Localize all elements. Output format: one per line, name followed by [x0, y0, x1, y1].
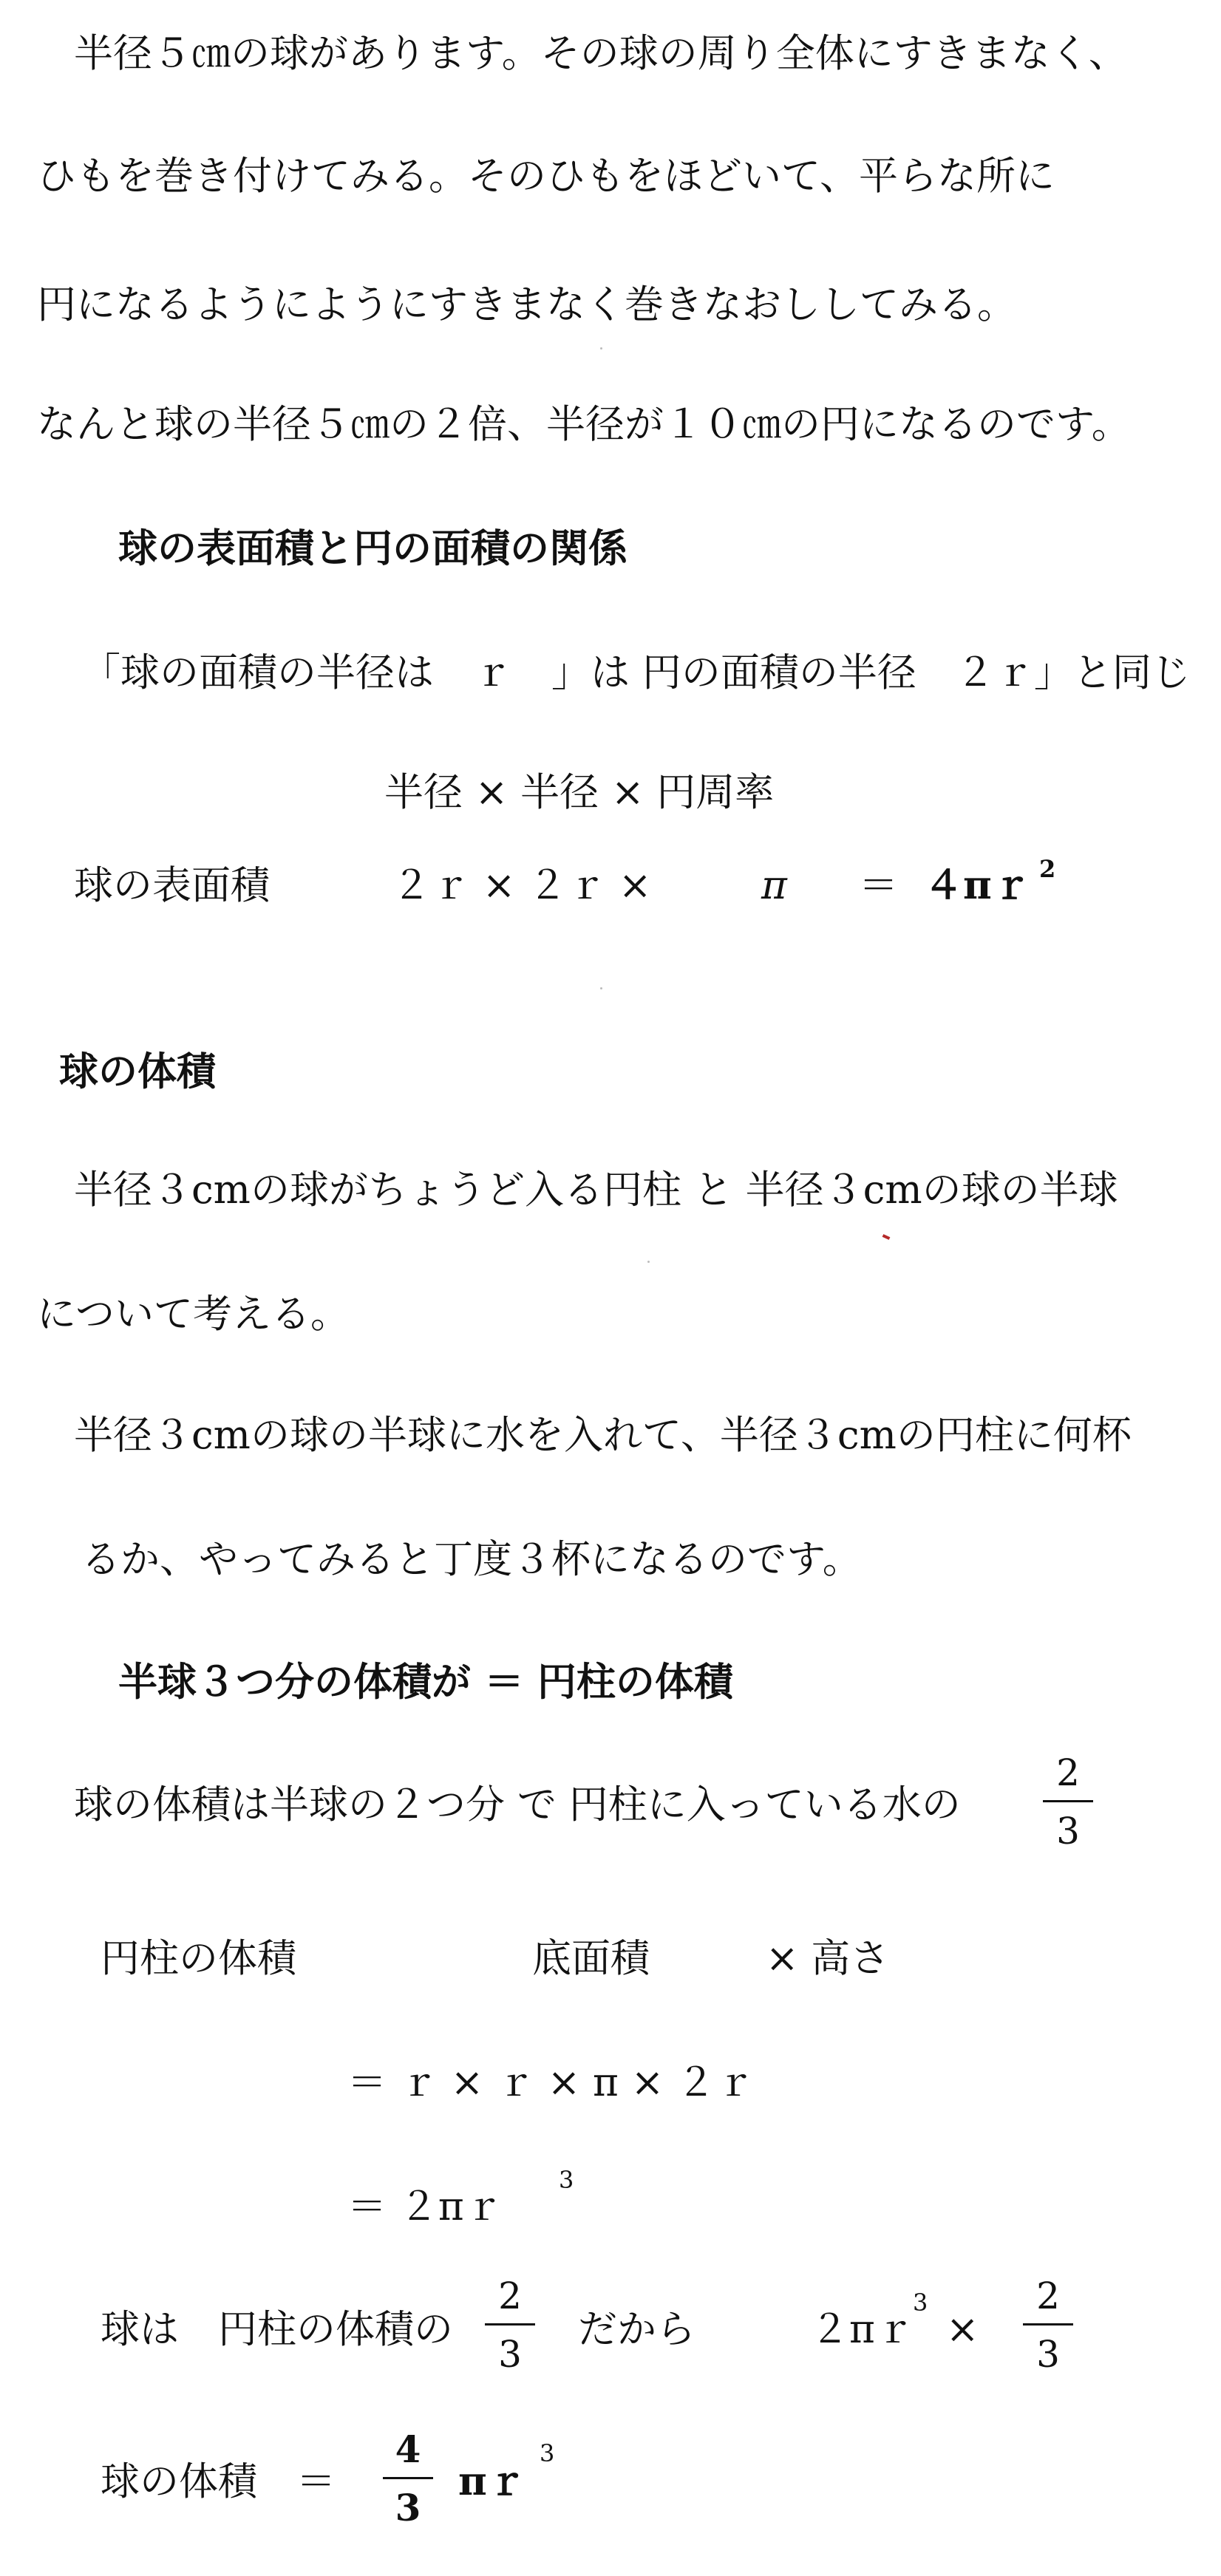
- intro-line-1: 半径５㎝の球があります。その球の周り全体にすきまなく、: [74, 31, 1128, 76]
- sphere-is-text: 球は 円柱の体積の: [101, 2307, 453, 2352]
- rhs-times: ×: [946, 2307, 979, 2352]
- fraction-denominator: 3: [1056, 1810, 1080, 1853]
- volume-ratio-fraction: [1038, 1751, 1098, 1853]
- final-fraction-bar: [383, 2477, 433, 2479]
- intro-line-4: なんと球の半径５㎝の２倍、半径が１０㎝の円になるのです。: [37, 402, 1131, 447]
- final-label: 球の体積 ＝: [101, 2459, 336, 2504]
- fraction-numerator: 2: [1036, 2275, 1060, 2317]
- fraction-numerator: 2: [1056, 1751, 1080, 1794]
- cylinder-volume-label: 円柱の体積: [101, 1936, 296, 1981]
- final-tail: πｒ: [458, 2459, 526, 2504]
- cylinder-base-area: 底面積: [532, 1936, 650, 1981]
- surface-heading: 球の表面積と円の面積の関係: [118, 525, 627, 571]
- volume-p2-line-1: 半径３cmの球の半球に水を入れて、半径３cmの円柱に何杯: [74, 1413, 1132, 1458]
- cylinder-step-2-exponent: 3: [559, 2166, 574, 2194]
- surface-label: 球の表面積: [74, 863, 270, 908]
- final-fraction: [378, 2427, 438, 2529]
- surface-result: ４πｒ: [924, 862, 1031, 908]
- fraction-bar: [485, 2323, 535, 2325]
- fraction-bar: [1043, 1800, 1093, 1802]
- red-ink-mark: [882, 1234, 891, 1240]
- dakara-text: だから: [578, 2307, 695, 2352]
- surface-formula-lhs: ２ｒ × ２ｒ ×: [392, 863, 652, 908]
- surface-statement: 「球の面積の半径は ｒ 」は 円の面積の半径 ２ｒ」と同じ: [81, 650, 1191, 695]
- fraction-bar: [1023, 2323, 1073, 2325]
- intro-line-2: ひもを巻き付けてみる。そのひもをほどいて、平らな所に: [37, 154, 1055, 199]
- volume-p2-line-2: るか、やってみると丁度３杯になるのです。: [81, 1537, 862, 1582]
- rhs-expression: ２πｒ: [810, 2307, 914, 2352]
- intro-line-3: 円になるようにようにすきまなく巻きなおししてみる。: [37, 282, 1016, 327]
- scan-speck: [600, 347, 602, 350]
- volume-bold-line: 半球３つ分の体積が ＝ 円柱の体積: [118, 1659, 733, 1705]
- fraction-numerator: 2: [498, 2275, 522, 2317]
- surface-pi: π: [761, 863, 787, 908]
- surface-equals: ＝: [859, 863, 898, 908]
- rhs-fraction: [1018, 2275, 1078, 2376]
- volume-p1-line-1: 半径３cmの球がちょうど入る円柱 と 半径３cmの球の半球: [74, 1168, 1118, 1213]
- final-fraction-numerator: 4: [395, 2427, 421, 2471]
- volume-p1-line-2: について考える。: [37, 1292, 350, 1337]
- scan-speck: [647, 1261, 650, 1263]
- scan-speck: [600, 987, 602, 989]
- cylinder-times-height: × 高さ: [766, 1936, 890, 1981]
- cylinder-step-2: ＝ ２πｒ: [347, 2184, 503, 2229]
- rhs-exponent: 3: [913, 2289, 928, 2317]
- volume-heading: 球の体積: [59, 1049, 216, 1094]
- volume-ratio-text: 球の体積は半球の２つ分 で 円柱に入っている水の: [74, 1782, 961, 1827]
- sphere-ratio-fraction: [480, 2275, 540, 2376]
- surface-result-exponent: 2: [1039, 855, 1056, 883]
- fraction-denominator: 3: [1036, 2333, 1060, 2376]
- surface-formula-header: 半径 × 半径 × 円周率: [384, 770, 775, 815]
- cylinder-step-1: ＝ ｒ × ｒ × π × ２ｒ: [347, 2060, 755, 2105]
- final-exponent: 3: [540, 2439, 555, 2467]
- fraction-denominator: 3: [498, 2333, 522, 2376]
- final-fraction-denominator: 3: [395, 2486, 421, 2529]
